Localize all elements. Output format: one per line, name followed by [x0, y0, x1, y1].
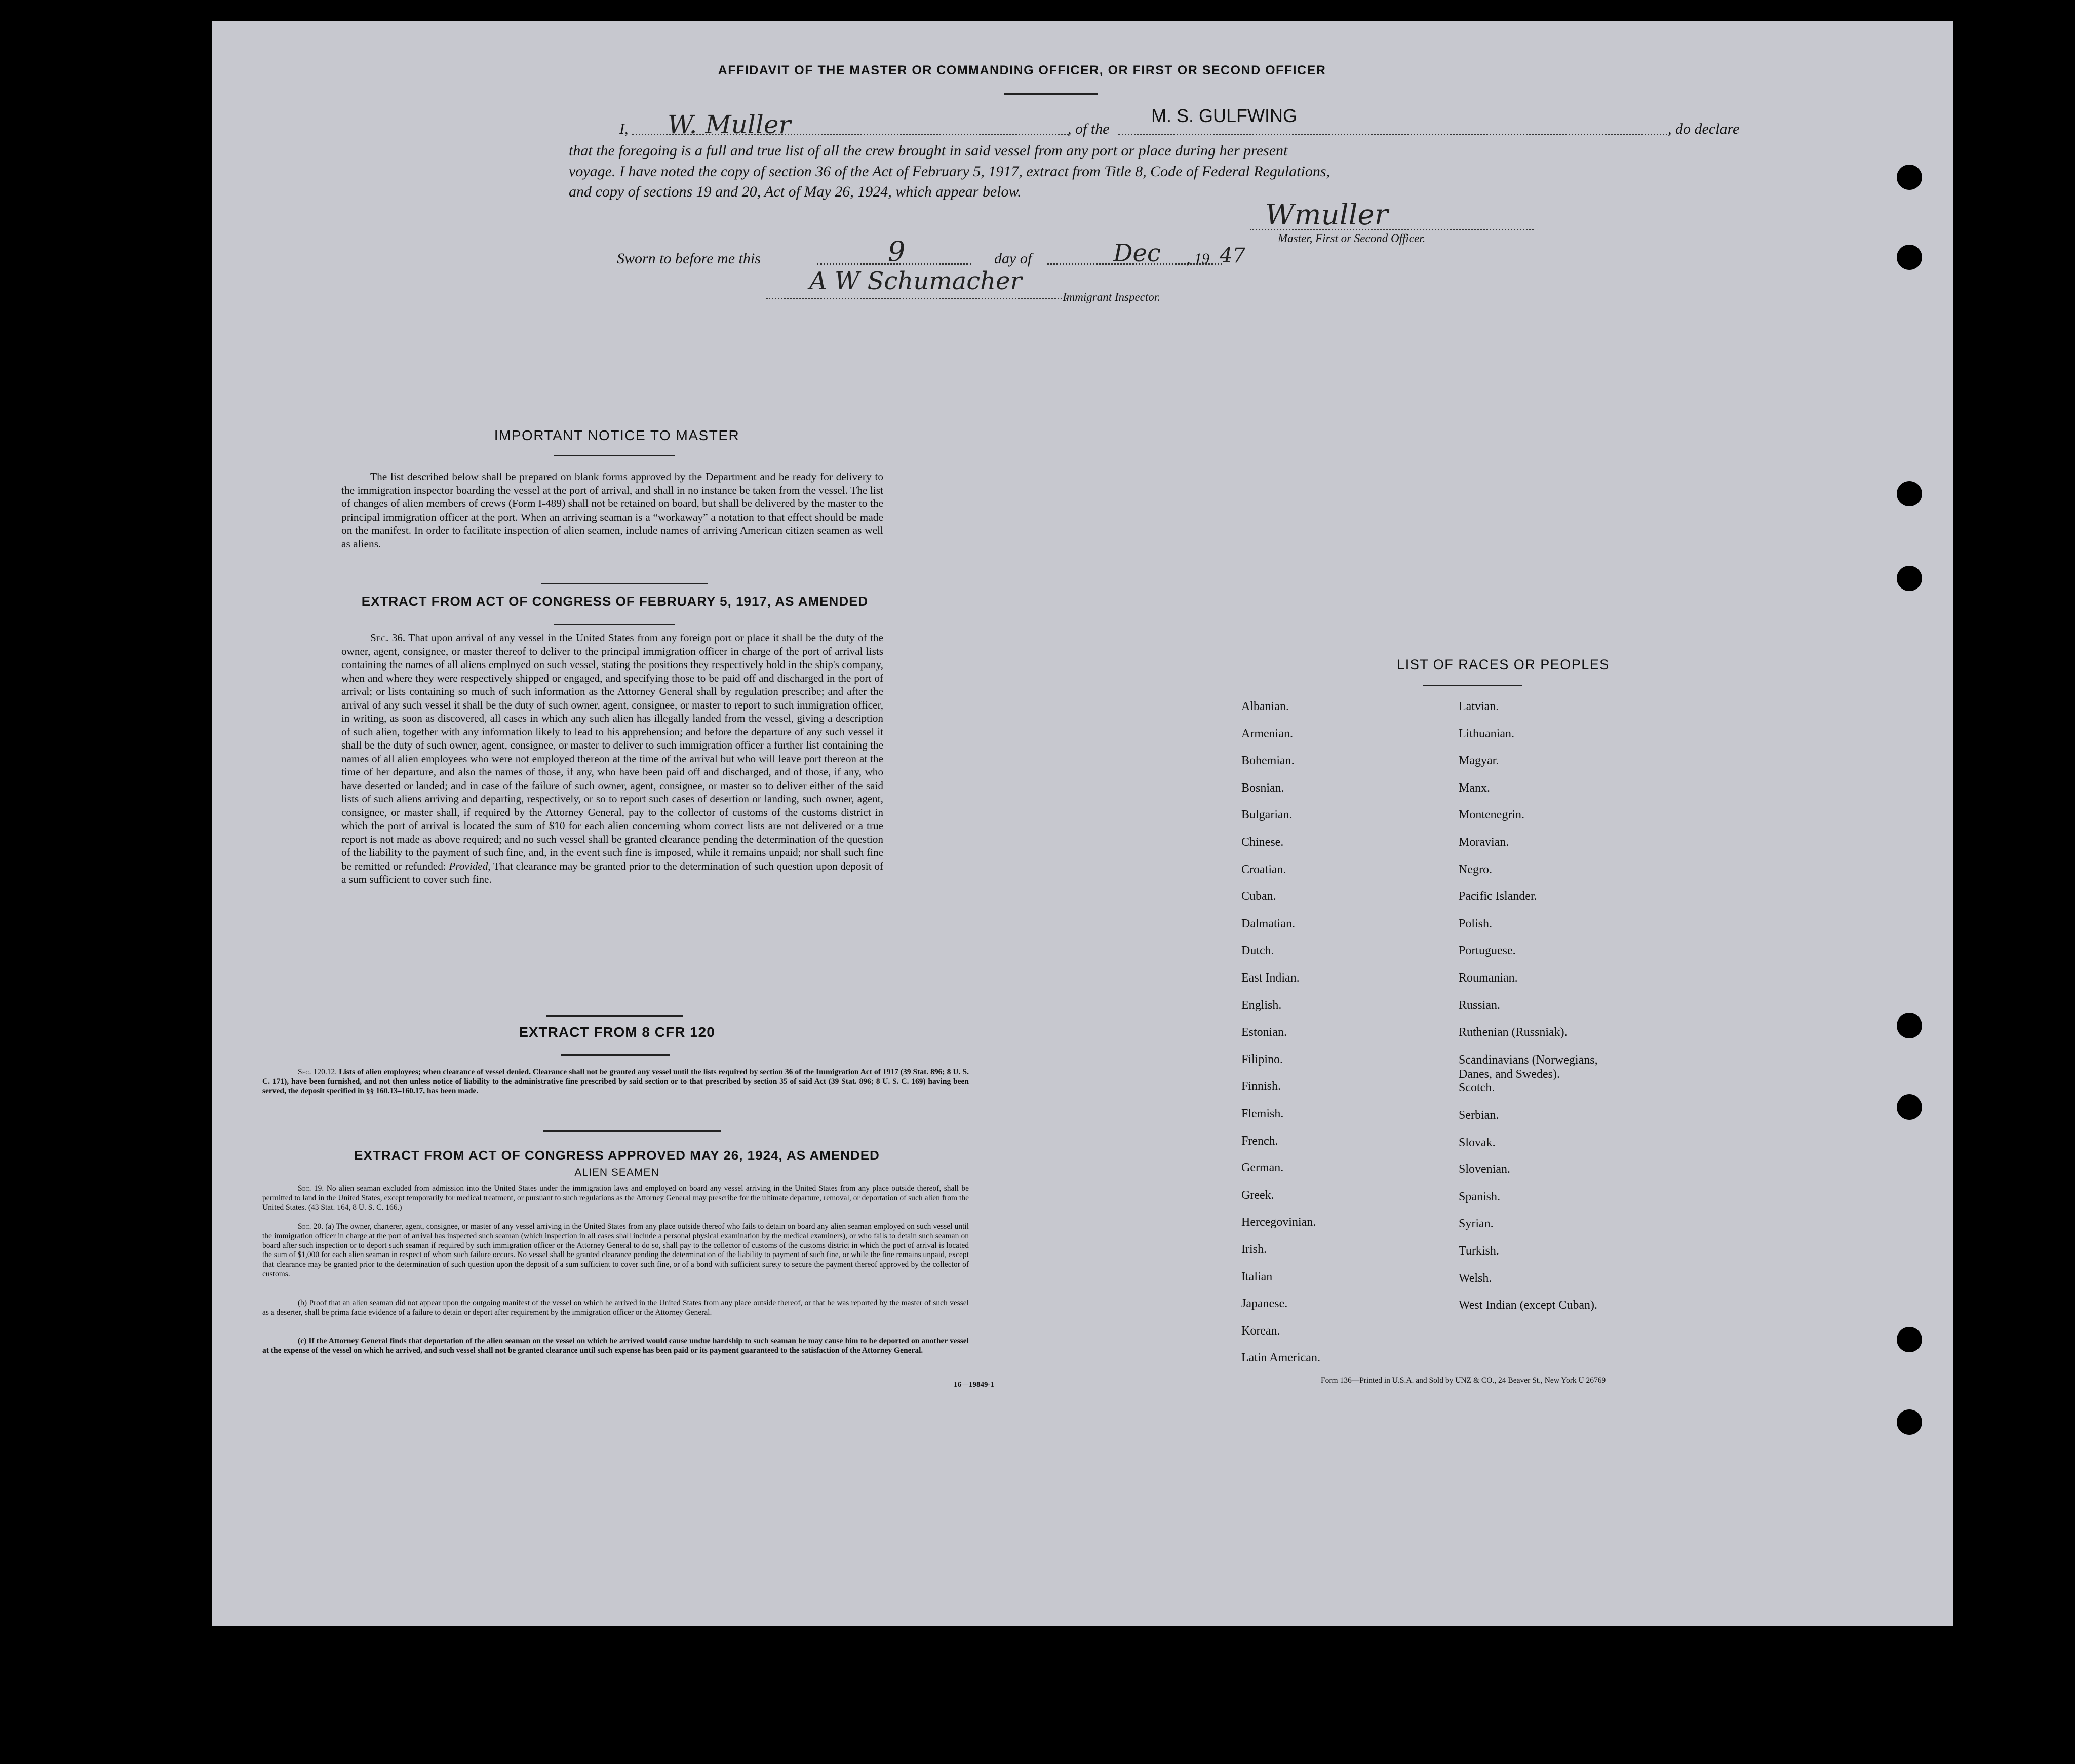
extract-1924-heading: EXTRACT FROM ACT OF CONGRESS APPROVED MAY 26, 1924, AS AMENDED [354, 1148, 880, 1163]
extract-1917-body [341, 631, 883, 886]
provided-text: Provided, [449, 859, 491, 872]
race-item: Lithuanian. [1459, 727, 1514, 740]
binder-hole [1897, 1327, 1922, 1352]
race-item: Latin American. [1241, 1351, 1320, 1365]
race-item: Russian. [1459, 998, 1501, 1012]
affidavit-line: that the foregoing is a full and true list of all the crew brought in said vessel from any port or place during her present [569, 142, 1288, 159]
divider [543, 1130, 721, 1132]
race-item: Montenegrin. [1459, 808, 1524, 822]
binder-hole [1897, 1013, 1922, 1038]
sec-20b-body: (b) Proof that an alien seaman did not appear upon the outgoing manifest of the vessel on which he arrived in the United States from any place outside thereof, or that he was reported by the master of such vessel as a deserter, shall be prima facie evidence of a failure to detain or deport after requirement by the immigration officer or the Attorney General. [262, 1299, 969, 1317]
race-item: Bosnian. [1241, 781, 1284, 795]
day-of-label: day of [994, 250, 1032, 267]
race-item: Italian [1241, 1270, 1273, 1283]
race-item: Manx. [1459, 781, 1490, 795]
race-item: Chinese. [1241, 836, 1284, 849]
race-item: Negro. [1459, 863, 1492, 876]
sworn-label: Sworn to before me this [617, 250, 761, 267]
extract-1924-subheading: ALIEN SEAMEN [574, 1167, 659, 1179]
binder-hole [1897, 1094, 1922, 1120]
master-signature: Wmuller [1265, 199, 1388, 231]
race-item: Armenian. [1241, 727, 1293, 740]
race-item: Korean. [1241, 1324, 1280, 1338]
sworn-month: Dec [1113, 239, 1161, 267]
section-label: Sec. 20. [298, 1222, 324, 1231]
affidavit-title: AFFIDAVIT OF THE MASTER OR COMMANDING OFFICER, OR FIRST OR SECOND OFFICER [718, 63, 1326, 77]
section-text: Lists of alien employees; when clearance of vessel denied. Clearance shall not be granted any vessel until the lists required by section 36 of the Immigration Act of 1917 (39 Stat. 896; 8 U. S. C. 171), have been furnished, and not then unless notice of liability to the administrative fine prescribed by said section or to that prescribed by section 35 of said Act (39 Stat. 896; 8 U. S. C. 169) having been served, the deposit specified in §§ 160.13–160.17, has been made. [262, 1068, 969, 1095]
extract-1917-heading: EXTRACT FROM ACT OF CONGRESS OF FEBRUARY 5, 1917, AS AMENDED [361, 594, 869, 609]
affidavit-line: and copy of sections 19 and 20, Act of May 26, 1924, which appear below. [569, 183, 1022, 200]
sec-20c-body: (c) If the Attorney General finds that deportation of the alien seaman on the vessel on which he arrived would cause undue hardship to such seaman he may cause him to be deported on another vessel at the expense of the vessel on which he arrived, and such vessel shall not be granted clearance until such expense has been paid or its payment guaranteed to the satisfaction of the Attorney General. [262, 1337, 969, 1355]
race-item: Ruthenian (Russniak). [1459, 1026, 1568, 1039]
race-item: Portuguese. [1459, 944, 1516, 958]
divider [554, 624, 675, 625]
race-item: Syrian. [1459, 1217, 1494, 1231]
race-item: Welsh. [1459, 1271, 1492, 1285]
race-item: Japanese. [1241, 1297, 1288, 1311]
i-label: I, [619, 121, 629, 137]
race-item: Dalmatian. [1241, 917, 1295, 930]
vessel-line [1118, 134, 1670, 135]
printer-note: Form 136—Printed in U.S.A. and Sold by UNZ & CO., 24 Beaver St., New York U 26769 [1321, 1376, 1606, 1385]
race-item: Finnish. [1241, 1080, 1281, 1093]
race-item: Scandinavians (Norwegians, Danes, and Swedes). [1459, 1053, 1598, 1081]
section-label: Sec. 120.12. [298, 1068, 337, 1076]
race-item: Roumanian. [1459, 971, 1518, 985]
race-item: Scotch. [1459, 1081, 1495, 1095]
binder-hole [1897, 1409, 1922, 1435]
races-heading: LIST OF RACES OR PEOPLES [1397, 657, 1610, 672]
section-text: That upon arrival of any vessel in the United States from any foreign port or place it shall be the duty of the owner, agent, consignee, or master thereof to deliver to the principal immigration officer in charge of the port of arrival lists containing the names of all aliens employed on such vessel, stating the positions they respectively hold in the ship's company, when and where they were respectively shipped or engaged, and specifying those to be paid off and discharged in the port of arrival; or lists containing so much of such information as the Attorney General shall by regulation prescribe; and after the arrival of any such vessel it shall be the duty of such owner, agent, consignee, or master to report to such immigration officer, in writing, as soon as discovered, all cases in which any such alien has illegally landed from the vessel, giving a description of such alien, together with any information likely to lead to his apprehension; and before the departure of any such vessel it shall be the duty of such owner, agent, consignee, or master to deliver to such immigration officer a further list containing the names of all alien employees who were not employed thereon at the time of the arrival but who will leave port thereon at the time of her departure, and also the names of those, if any, who have been paid off and discharged, and of those, if any, who have deserted or landed; and in case of the failure of such owner, agent, consignee, or master so to deliver either of the said lists of such aliens arriving and departing, respectively, or so to report such cases of desertion or landing, such owner, agent, consignee, or master shall, if required by the Attorney General, pay to the collector of customs of the customs district in which the port of arrival is located the sum of $10 for each alien concerning whom correct lists are not delivered or a true report is not made as above required; and no such vessel shall be granted clearance pending the determination of the question of the liability to the payment of such fine, and, in the event such fine is imposed, while it remains unpaid; nor shall such fine be remitted or refunded: [341, 632, 883, 872]
race-item: Turkish. [1459, 1244, 1499, 1258]
divider [1423, 685, 1522, 686]
race-item: Croatian. [1241, 863, 1286, 876]
race-item: Spanish. [1459, 1190, 1501, 1203]
race-item: Magyar. [1459, 754, 1499, 768]
section-text: (a) The owner, charterer, agent, consignee, or master of any vessel arriving in the United States from any place outside thereof who fails to detain on board any alien seaman employed on such vessel until the immigration officer in charge at the port of arrival has inspected such seaman (which inspection in all cases shall include a personal physical examination by the medical examiners), or who fails to detain such seaman on board after such inspection or to deport such seaman if required by such immigration officer or the Attorney General to do so, shall pay to the collector of customs of the customs district in which the port of arrival is located the sum of $1,000 for each alien seaman in respect of whom such failure occurs. No vessel shall be granted clearance pending the determination of the liability to payment of such fine, or while the fine remains unpaid, except that clearance may be granted prior to the determination of such question upon the deposit of a sum sufficient to cover such fine, or of a bond with sufficient surety to secure the payment thereof approved by the collector of customs. [262, 1222, 969, 1278]
race-item: Cuban. [1241, 890, 1276, 904]
race-item: Albanian. [1241, 700, 1289, 713]
document-page [212, 21, 1953, 1626]
section-label: Sec. 19. [298, 1184, 324, 1193]
divider [561, 1054, 670, 1056]
binder-hole [1897, 566, 1922, 591]
race-item: Slovenian. [1459, 1163, 1510, 1177]
race-item: Pacific Islander. [1459, 890, 1537, 904]
race-item: West Indian (except Cuban). [1459, 1299, 1597, 1312]
section-text: No alien seaman excluded from admission into the United States under the immigration laws and employed on board any vessel arriving in the United States from any place outside thereof, shall be permitted to land in the United States, except temporarily for medical treatment, or pursuant to such regulations as the Attorney General may prescribe for the ultimate departure, removal, or deportation of such alien from the United States. (43 Stat. 164, 8 U. S. C. 166.) [262, 1184, 969, 1212]
inspector-label: Immigrant Inspector. [1063, 291, 1160, 303]
race-item: Moravian. [1459, 836, 1509, 849]
sec-19-body [262, 1184, 969, 1212]
race-item: Flemish. [1241, 1107, 1284, 1120]
sworn-day: 9 [888, 236, 906, 267]
notice-body: The list described below shall be prepared on blank forms approved by the Department and be ready for delivery to the immigration inspector boarding the vessel at the port of arrival, and shall in no instance be taken from the vessel. The list of changes of alien members of crews (Form I-489) shall not be retained on board, but shall be delivered by the master to the principal immigration officer at the port. When an arriving seaman is a “workaway” a notation to that effect should be made on the manifest. In order to facilitate inspection of alien seamen, include names of arriving American citizen seamen as well as aliens. [341, 471, 883, 550]
race-item: Polish. [1459, 917, 1493, 930]
notice-heading: IMPORTANT NOTICE TO MASTER [494, 427, 740, 443]
master-line [1250, 229, 1534, 230]
divider [541, 583, 708, 584]
inspector-signature: A W Schumacher [809, 267, 1022, 295]
year-prefix: , 19 [1187, 250, 1209, 267]
section-text: That clearance may be granted prior to the determination of such question upon deposit of a sum sufficient to cover such fine. [341, 859, 883, 885]
race-item: English. [1241, 998, 1282, 1012]
form-code: 16—19849-1 [954, 1381, 994, 1389]
race-item: East Indian. [1241, 971, 1300, 985]
master-label: Master, First or Second Officer. [1278, 232, 1426, 245]
of-the-label: , of the [1068, 121, 1110, 137]
race-item: Estonian. [1241, 1026, 1287, 1039]
sec-20a-body [262, 1222, 969, 1279]
race-item: Dutch. [1241, 944, 1274, 958]
race-item: Slovak. [1459, 1135, 1496, 1149]
affidavit-line: voyage. I have noted the copy of section 36 of the Act of February 5, 1917, extract from Title 8, Code of Federal Regulations, [569, 163, 1330, 180]
extract-cfr-heading: EXTRACT FROM 8 CFR 120 [519, 1024, 715, 1040]
race-item: Bulgarian. [1241, 808, 1293, 822]
do-declare-label: , do declare [1668, 121, 1740, 137]
race-item: Irish. [1241, 1243, 1267, 1256]
binder-hole [1897, 245, 1922, 270]
race-item: Serbian. [1459, 1109, 1499, 1122]
race-item: Greek. [1241, 1188, 1274, 1202]
binder-hole [1897, 165, 1922, 190]
inspector-line [766, 298, 1068, 299]
divider [1004, 93, 1098, 95]
section-label: Sec. 36. [370, 632, 406, 644]
extract-cfr-body [262, 1068, 969, 1096]
divider [546, 1015, 683, 1017]
divider [554, 455, 675, 456]
race-item: German. [1241, 1161, 1284, 1175]
race-item: Filipino. [1241, 1052, 1283, 1066]
race-item: Hercegovinian. [1241, 1216, 1316, 1229]
race-item: Latvian. [1459, 700, 1499, 713]
race-item: French. [1241, 1134, 1278, 1148]
race-item: Bohemian. [1241, 754, 1295, 768]
vessel-name: M. S. GULFWING [1151, 105, 1297, 126]
binder-hole [1897, 481, 1922, 506]
sworn-year: 47 [1220, 244, 1245, 267]
signer-signature: W. Muller [668, 110, 791, 139]
